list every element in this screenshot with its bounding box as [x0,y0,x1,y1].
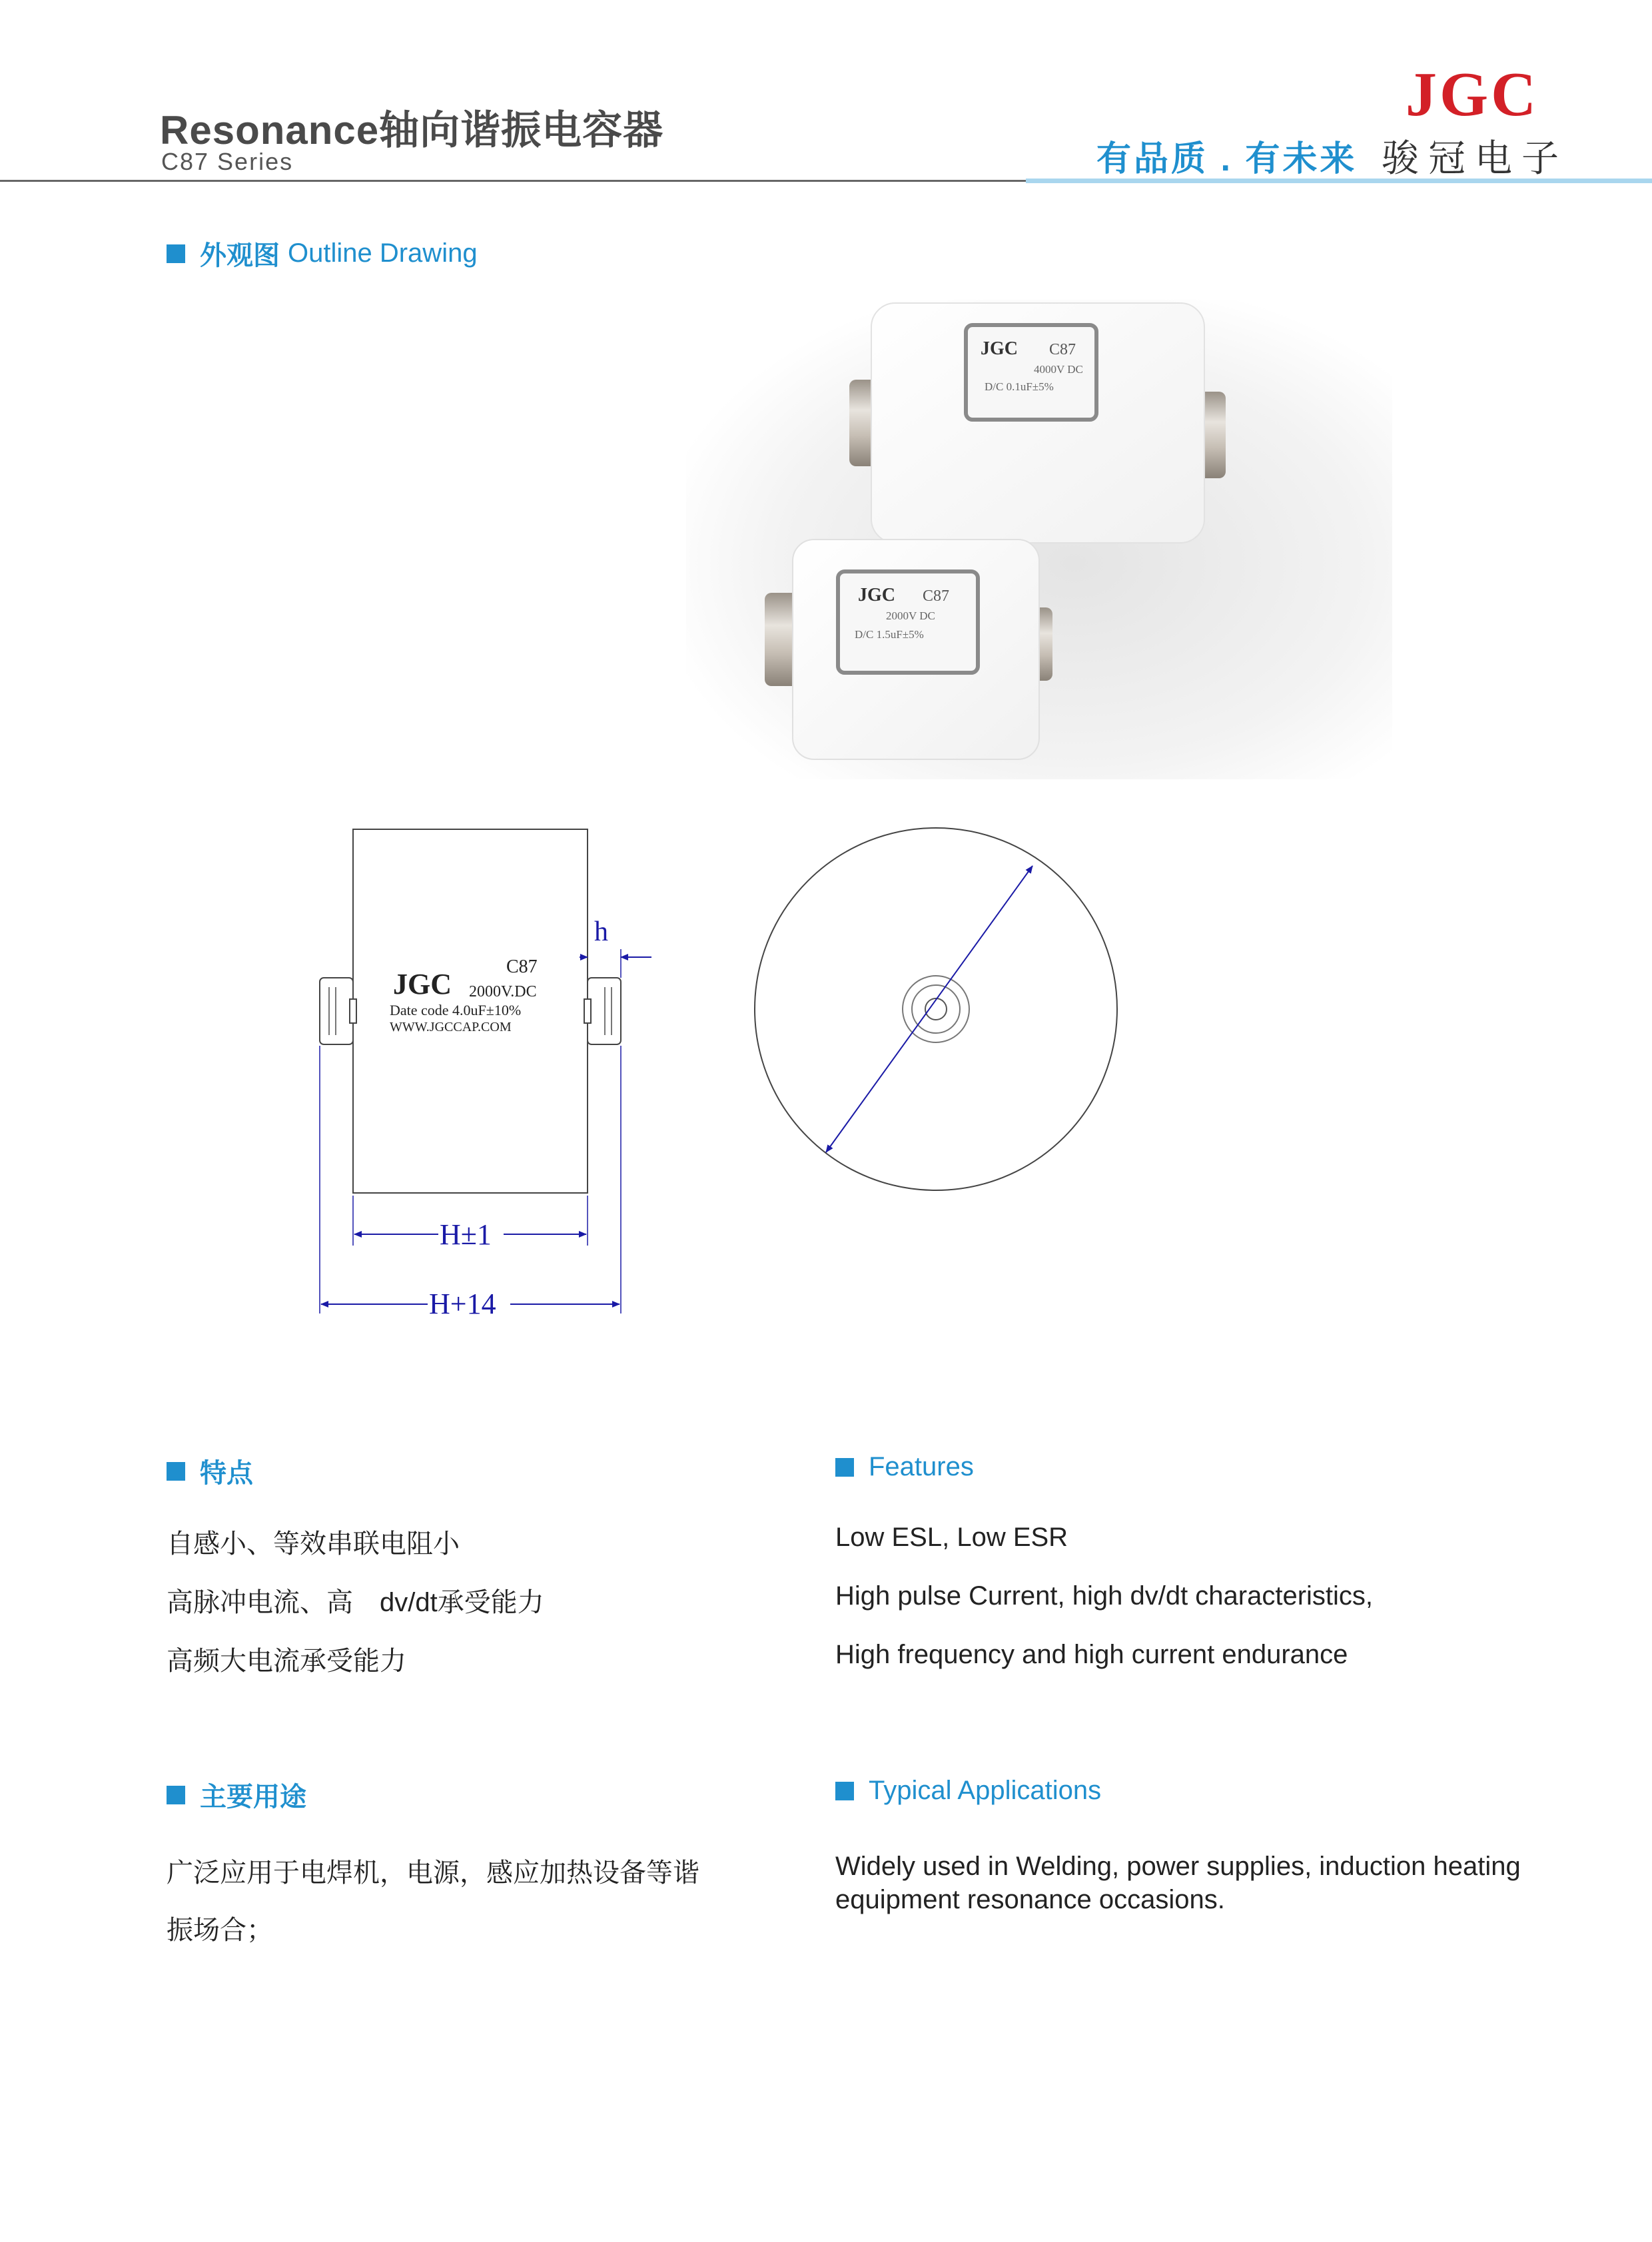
cap2-brand: JGC [858,585,895,605]
features-cn-heading-text: 特点 [200,1459,253,1488]
feature-cn-item: 自感小、等效串联电阻小 [167,1529,460,1559]
heading-square-icon [835,1782,854,1800]
label-voltage: 2000V.DC [469,983,537,1000]
label-web: WWW.JGCCAP.COM [390,1020,512,1034]
feature-en-item: High pulse Current, high dv/dt characteristics, [835,1581,1374,1611]
cap1-voltage: 4000V DC [1034,363,1083,376]
brand-name: 骏冠电子 [1382,137,1568,179]
features-cn-heading [167,1452,253,1490]
apps-cn-heading-text: 主要用途 [200,1782,306,1812]
cap2-voltage: 2000V DC [886,609,935,622]
feature-en-item: Low ESL, Low ESR [835,1523,1068,1552]
dim-H-plus14: H+14 [429,1288,496,1320]
outline-heading [167,234,478,272]
end-view [755,828,1117,1190]
cap1-model: C87 [1049,341,1076,358]
apps-cn-line: 广泛应用于电焊机，电源，感应加热设备等谐 [167,1858,699,1888]
feature-en-item: High frequency and high current endurance [835,1640,1348,1669]
heading-square-icon [835,1458,854,1477]
features-en-heading-text: Features [869,1452,974,1481]
features-en-heading [835,1452,974,1482]
apps-en-heading [835,1776,1101,1806]
heading-square-icon [167,1786,185,1804]
heading-square-icon [167,1462,185,1481]
dim-h: h [594,917,608,947]
dim-H-pm1: H±1 [440,1218,492,1251]
outline-heading-cn: 外观图 [200,241,280,270]
label-date: Date code 4.0uF±10% [390,1002,522,1018]
header-divider [0,180,1026,182]
cap1-brand: JGC [981,338,1018,359]
feature-cn-item: 高脉冲电流、高 dv/dt承受能力 [167,1588,544,1617]
label-brand: JGC [393,968,452,1000]
heading-square-icon [167,244,185,263]
cap2-dc: D/C 1.5uF±5% [855,628,924,641]
apps-en-line: equipment resonance occasions. [835,1885,1225,1914]
product-photo [686,300,1392,779]
brand-logo: JGC [1406,60,1539,129]
feature-cn-item: 高频大电流承受能力 [167,1647,406,1676]
apps-cn-line: 振场合； [167,1916,273,1945]
capacitor-back [849,303,1226,543]
apps-en-heading-text: Typical Applications [869,1776,1102,1805]
cap2-model: C87 [923,587,950,605]
capacitor-front [765,540,1052,759]
end-view-circle [755,828,1117,1190]
page-title: Resonance轴向谐振电容器 [160,108,664,153]
side-view [320,829,651,1320]
series-subtitle: C87 Series [161,148,294,175]
apps-cn-heading [167,1776,306,1814]
outline-drawing [286,813,1139,1332]
outline-heading-en: Outline Drawing [288,238,478,268]
apps-en-line: Widely used in Welding, power supplies, induction heating [835,1852,1521,1881]
label-model: C87 [506,956,538,977]
brand-slogan: 有品质 . 有未来 [1096,140,1358,179]
cap1-dc: D/C 0.1uF±5% [985,380,1054,393]
